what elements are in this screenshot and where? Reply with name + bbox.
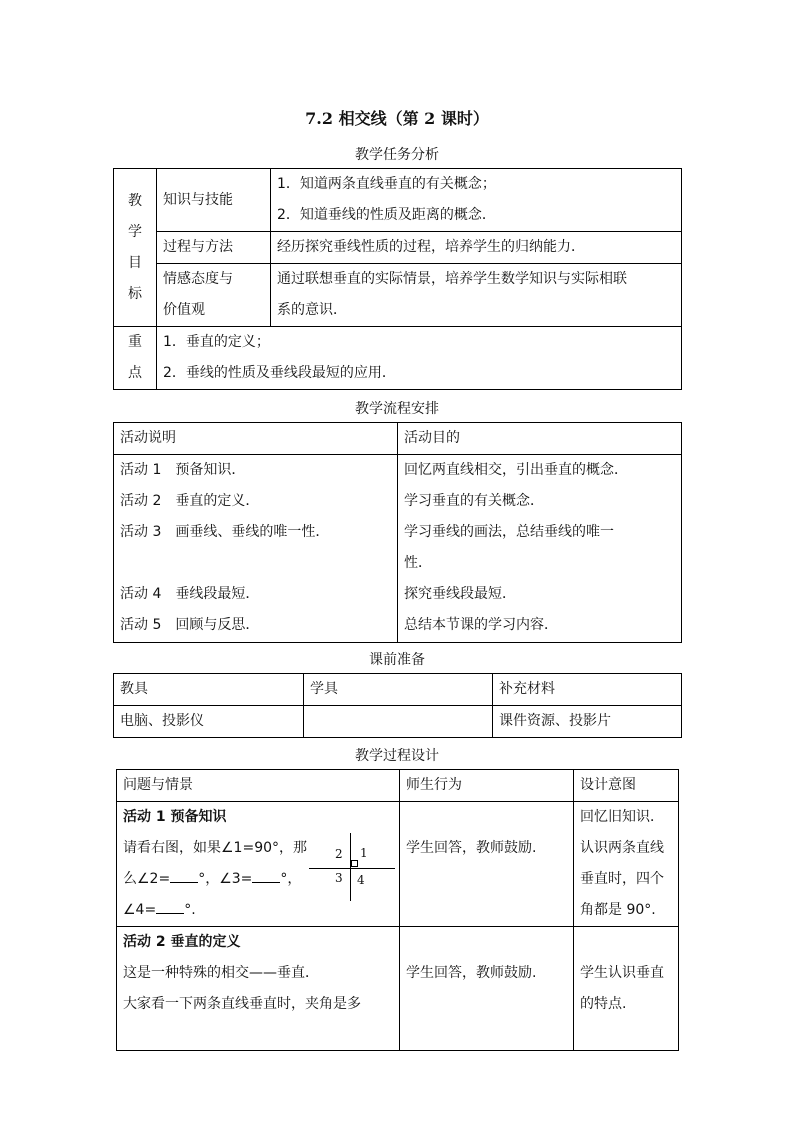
intent-line: 的特点. <box>580 996 627 1012</box>
key-header-char: 重 <box>128 334 142 350</box>
process-table <box>116 769 679 1051</box>
angle-label-2: 2 <box>335 847 343 861</box>
flow-description-item: 活动 4 垂线段最短． <box>120 586 260 602</box>
vertical-line <box>350 833 351 901</box>
process-header-intent: 设计意图 <box>574 770 679 802</box>
flow-purposes <box>398 455 682 643</box>
goal-label-line: 情感态度与 <box>163 271 233 287</box>
prep-supplementary: 课件资源、投影片 <box>493 706 682 738</box>
answer-blank <box>156 899 184 914</box>
goal-line: 2．知道垂线的性质及距离的概念． <box>277 207 496 223</box>
section-title-prep: 课前准备 <box>369 652 425 668</box>
flow-description-item: 活动 5 回顾与反思． <box>120 617 260 633</box>
key-content <box>157 327 682 390</box>
answer-blank <box>252 868 280 883</box>
flow-purpose-item: 回忆两直线相交，引出垂直的概念． <box>404 462 628 478</box>
flow-purpose-item: 学习垂直的有关概念． <box>404 493 544 509</box>
activity2-line: 大家看一下两条直线垂直时，夹角是多 <box>123 996 361 1012</box>
flow-purpose-item: 探究垂线段最短． <box>404 586 516 602</box>
activity1-text: °， <box>280 871 302 887</box>
flow-description-item: 活动 2 垂直的定义． <box>120 493 260 509</box>
angle-label-4: 4 <box>357 873 365 887</box>
perpendicular-lines-figure <box>309 833 399 903</box>
behavior-text: 学生回答，教师鼓励. <box>406 840 537 856</box>
angle-label-1: 1 <box>360 846 368 860</box>
flow-header-description: 活动说明 <box>114 423 398 455</box>
prep-header-supplementary: 补充材料 <box>493 674 682 706</box>
activity1-line: 请看右图，如果∠1=90°，那 <box>123 840 308 856</box>
flow-purpose-item: 性． <box>404 555 432 571</box>
key-header-char: 点 <box>128 365 142 381</box>
goal-header-char: 教 <box>128 192 142 209</box>
goal-line: 通过联想垂直的实际情景，培养学生数学知识与实际相联 <box>277 271 627 287</box>
prep-table <box>113 673 682 738</box>
goal-header-char: 学 <box>128 223 142 240</box>
prep-header-learning-aids: 学具 <box>304 674 493 706</box>
angle-label-3: 3 <box>335 871 343 885</box>
horizontal-line <box>309 868 395 869</box>
intent-line: 认识两条直线 <box>580 840 664 856</box>
flow-description-item <box>120 548 391 579</box>
goal-label-line: 价值观 <box>163 302 205 318</box>
goal-label-process: 过程与方法 <box>157 232 271 264</box>
goal-content-attitude <box>271 264 682 327</box>
activity2-scenario <box>117 927 400 1051</box>
activity2-behavior <box>400 927 574 1051</box>
activity1-text: ∠4= <box>123 902 157 918</box>
activity1-text: 么∠2= <box>123 871 171 887</box>
activity1-behavior <box>400 802 574 927</box>
activity1-intent <box>574 802 679 927</box>
activity1-heading: 活动 1 预备知识 <box>123 809 227 825</box>
answer-blank <box>170 868 198 883</box>
section-title-task-analysis: 教学任务分析 <box>355 147 439 163</box>
right-angle-mark <box>351 860 358 867</box>
process-header-behavior: 师生行为 <box>400 770 574 802</box>
intent-line: 角都是 90°. <box>580 902 656 918</box>
goal-line: 经历探究垂线性质的过程，培养学生的归纳能力． <box>277 239 585 255</box>
goal-label-knowledge: 知识与技能 <box>157 169 271 232</box>
goal-label-attitude <box>157 264 271 327</box>
goal-header-char: 目 <box>128 254 142 271</box>
flow-table <box>113 422 682 643</box>
flow-purpose-item: 总结本节课的学习内容． <box>404 617 558 633</box>
process-header-scenario: 问题与情景 <box>117 770 400 802</box>
goal-content-process <box>271 232 682 264</box>
activity1-text: °，∠3= <box>198 871 253 887</box>
goal-header-char: 标 <box>128 285 142 302</box>
flow-description-item: 活动 1 预备知识． <box>120 462 246 478</box>
activity2-intent <box>574 927 679 1051</box>
task-analysis-table <box>113 168 682 390</box>
flow-purpose-item: 学习垂线的画法，总结垂线的唯一 <box>404 524 614 540</box>
page-title: 7.2 相交线（第 2 课时） <box>305 109 489 128</box>
key-line: 1．垂直的定义； <box>163 334 270 350</box>
flow-descriptions <box>114 455 398 643</box>
prep-header-teaching-aids: 教具 <box>114 674 304 706</box>
key-line: 2．垂线的性质及垂线段最短的应用． <box>163 365 396 381</box>
section-title-process: 教学过程设计 <box>355 748 439 764</box>
section-title-flow: 教学流程安排 <box>355 401 439 417</box>
flow-description-item: 活动 3 画垂线、垂线的唯一性． <box>120 524 330 540</box>
flow-header-purpose: 活动目的 <box>398 423 682 455</box>
goal-line: 1．知道两条直线垂直的有关概念； <box>277 176 496 192</box>
goal-content-knowledge <box>271 169 682 232</box>
intent-line: 垂直时，四个 <box>580 871 664 887</box>
prep-teaching-aids: 电脑、投影仪 <box>114 706 304 738</box>
goal-header-cell <box>114 169 157 327</box>
activity1-text: °. <box>184 902 196 918</box>
activity2-heading: 活动 2 垂直的定义 <box>123 934 241 950</box>
behavior-text: 学生回答，教师鼓励. <box>406 965 537 981</box>
intent-line: 学生认识垂直 <box>580 965 664 981</box>
prep-learning-aids <box>304 706 493 738</box>
activity2-line: 这是一种特殊的相交——垂直． <box>123 965 319 981</box>
key-header-cell <box>114 327 157 390</box>
goal-line: 系的意识． <box>277 302 347 318</box>
intent-line: 回忆旧知识． <box>580 809 664 825</box>
